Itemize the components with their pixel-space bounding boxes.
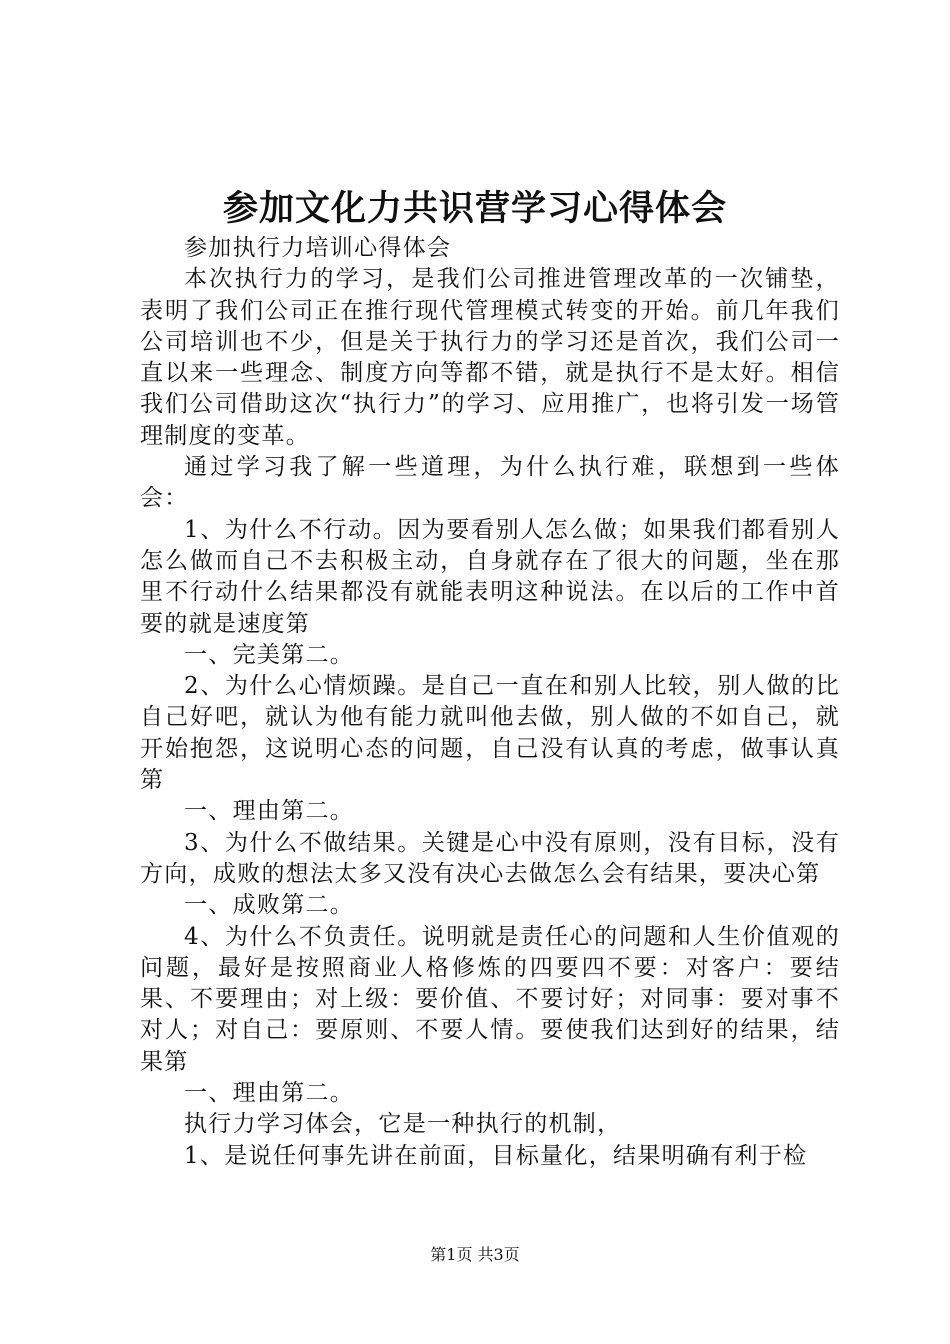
paragraph: 通过学习我了解一些道理，为什么执行难，联想到一些体会： (140, 454, 840, 512)
paragraph: 参加执行力培训心得体会 (184, 235, 452, 261)
paragraph: 一、完美第二。 (184, 641, 355, 668)
paragraph: 2、为什么心情烦躁。是自己一直在和别人比较，别人做的比自己好吧，就认为他有能力就叫他去做，别人做的不如自己，就开始抱怨，这说明心态的问题，自己没有认真的考虑，做事认真第 (140, 673, 840, 794)
paragraph: 一、理由第二。 (184, 1080, 355, 1107)
paragraph: 一、成败第二。 (184, 892, 355, 919)
paragraph: 1、是说任何事先讲在前面，目标量化，结果明确有利于检 (184, 1142, 808, 1169)
paragraph: 执行力学习体会，它是一种执行的机制， (184, 1111, 622, 1138)
document-body (140, 233, 840, 1172)
document-title: 参加文化力共识营学习心得体会 (222, 188, 727, 229)
paragraph: 本次执行力的学习，是我们公司推进管理改革的一次铺垫，表明了我们公司正在推行现代管理模式转变的开始。前几年我们公司培训也不少，但是关于执行力的学习还是首次，我们公司一直以来一些理念、制度方向等都不错，就是执行不是太好。相信我们公司借助这次“执行力”的学习、应用推广，也将引发一场管理制度的变革。 (140, 266, 840, 449)
paragraph: 1、为什么不行动。因为要看别人怎么做；如果我们都看别人怎么做而自己不去积极主动，自身就存在了很大的问题，坐在那里不行动什么结果都没有就能表明这种说法。在以后的工作中首要的就是速度第 (140, 516, 840, 637)
paragraph: 3、为什么不做结果。关键是心中没有原则，没有目标，没有方向，成败的想法太多又没有决心去做怎么会有结果，要决心第 (140, 829, 840, 887)
page-footer: 第1页 共3页 (430, 1245, 520, 1264)
paragraph: 一、理由第二。 (184, 798, 355, 825)
paragraph: 4、为什么不负责任。说明就是责任心的问题和人生价值观的问题，最好是按照商业人格修炼的四要四不要：对客户：要结果、不要理由；对上级：要价值、不要讨好；对同事：要对事不对人；对自己：要原则、不要人情。要使我们达到好的结果，结果第 (140, 923, 840, 1075)
